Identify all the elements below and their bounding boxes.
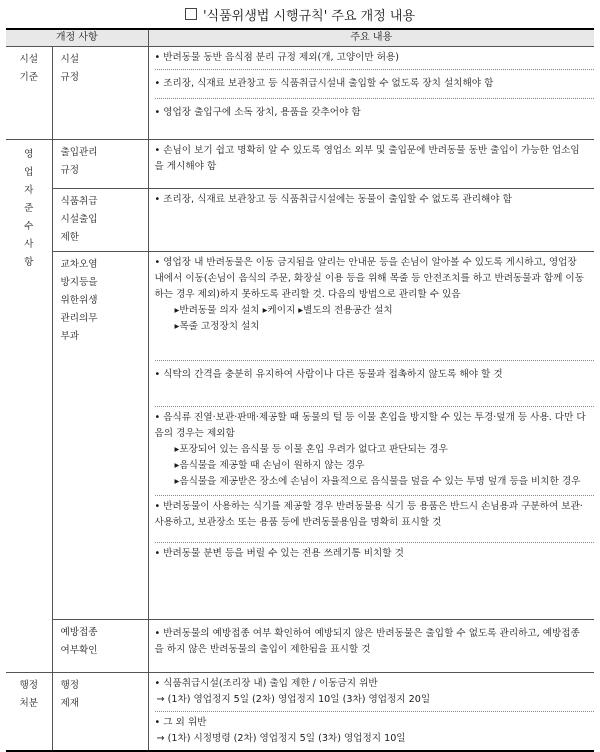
revision-table [6, 28, 594, 752]
list-item: • 영업장 내 반려동물은 이동 금지됨을 알리는 안내문 등을 손님이 알아볼 수 있도록 게시하고, 영업장 내에서 이동(손님이 음식의 주문, 화장실 이용 등을 위해 목줄 등 안전조치를 하고 반려동물과 함께 이동하는 경우 제외)하지 못하도록 관리할 것. 다음의 방법으로 관리할 수 있음 ▸반려동물 의자 설치 ▸케이지 ▸별도의 전용공간 설치 ▸목줄 고정장치 설치 [155, 252, 595, 360]
list-item: • 조리장, 식재료 보관창고 등 식품취급시설내 출입할 수 없도록 장치 설치해야 함 [155, 69, 595, 98]
list-item: • 반려동물 분변 등을 버릴 수 있는 전용 쓰레기통 비치할 것 [155, 542, 595, 619]
option-list: ▸반려동물 의자 설치 ▸케이지 ▸별도의 전용공간 설치 [174, 305, 393, 316]
content-vaccine [148, 620, 594, 673]
sub-facility-rules: 시설 규정 [52, 47, 148, 140]
category-facility: 시설 기준 [6, 47, 52, 140]
sub-notice-rules: 출입관리 규정 [52, 140, 148, 189]
list-item: • 식품취급시설(조리장 내) 출입 제한 / 이동금지 위반 → (1차) 영업정지 5일 (2차) 영업정지 10일 (3차) 영업정지 20일 [155, 673, 595, 711]
list-item: • 반려동물의 예방접종 여부 확인하여 예방되지 않은 반려동물은 출입할 수 없도록 관리하고, 예방접종을 하지 않은 반려동물의 출입이 제한됨을 표시할 것 [154, 628, 580, 655]
case-item: ▸음식물을 제공받은 장소에 손님이 자율적으로 음식물을 덮을 수 있는 투명 덮개 등을 비치한 경우 [174, 476, 581, 487]
option-list: ▸목줄 고정장치 설치 [174, 321, 260, 332]
list-item: • 조리장, 식재료 보관창고 등 식품취급시설에는 동물이 출입할 수 없도록 관리해야 함 [154, 194, 512, 205]
content-facility [148, 47, 594, 140]
list-item: • 반려동물이 사용하는 식기를 제공할 경우 반려동물용 식기 등 용품은 반드시 손님용과 구분하여 보관·사용하고, 보관장소 또는 용품 등에 반려동물용임을 명확히 표시할 것 [155, 495, 595, 542]
header-change-item: 개정 사항 [6, 29, 148, 47]
sub-restrict: 식품취급 시설출입 제한 [52, 189, 148, 252]
case-item: ▸포장되어 있는 음식물 등 이물 혼입 우려가 없다고 판단되는 경우 [174, 444, 448, 455]
category-penalty: 행정 처분 [6, 673, 52, 752]
sub-vaccine: 예방접종 여부확인 [52, 620, 148, 673]
sub-penalty: 행정 제재 [52, 673, 148, 752]
case-item: ▸음식물을 제공할 때 손님이 원하지 않는 경우 [174, 460, 365, 471]
list-item: • 음식류 진열·보관·판매·제공할 때 동물의 털 등 이물 혼입을 방지할 수 있는 투경·덮개 등 사용. 다만 다음의 경우는 제외함 ▸포장되어 있는 음식물 등 이물 혼입 우려가 없다고 판단되는 경우 ▸음식물을 제공할 때 손님이 원하지 않는 경우 ▸음식물을 제공받은 장소에 손님이 자율적으로 음식물을 덮을 수 있는 투명 덮개 등을 비치한 경우 [155, 406, 595, 495]
content-restrict [148, 189, 594, 252]
header-main-content: 주요 내용 [148, 29, 594, 47]
list-item: • 식탁의 간격을 충분히 유지하여 사람이나 다른 동물과 접촉하지 않도록 해야 할 것 [155, 360, 595, 406]
penalty-detail: → (1차) 영업정지 5일 (2차) 영업정지 10일 (3차) 영업정지 20일 [156, 694, 431, 705]
page-title-row [0, 0, 600, 28]
category-compliance: 영 업 자 준 수 사 항 [6, 140, 52, 673]
list-item: • 반려동물 동반 음식점 분리 규정 제외(개, 고양이만 허용) [154, 52, 400, 63]
content-notice [148, 140, 594, 189]
sub-hygiene: 교차오염 방지등을 위한위생 관리의무 부과 [52, 252, 148, 620]
page-title: '식품위생법 시행규칙' 주요 개정 내용 [202, 8, 416, 24]
checkbox-icon [185, 8, 197, 20]
list-item: • 손님이 보기 쉽고 명확히 알 수 있도록 영업소 외부 및 출입문에 반려동물 동반 출입이 가능한 업소임을 게시해야 함 [154, 145, 580, 172]
content-hygiene [148, 252, 594, 620]
content-penalty [148, 673, 594, 752]
list-item: • 그 외 위반 → (1차) 시정명령 (2차) 영업정지 5일 (3차) 영업정지 10일 [155, 711, 595, 750]
list-item: • 영업장 출입구에 소독 장치, 용품을 갖추어야 함 [155, 98, 595, 127]
penalty-detail: → (1차) 시정명령 (2차) 영업정지 5일 (3차) 영업정지 10일 [156, 733, 406, 744]
